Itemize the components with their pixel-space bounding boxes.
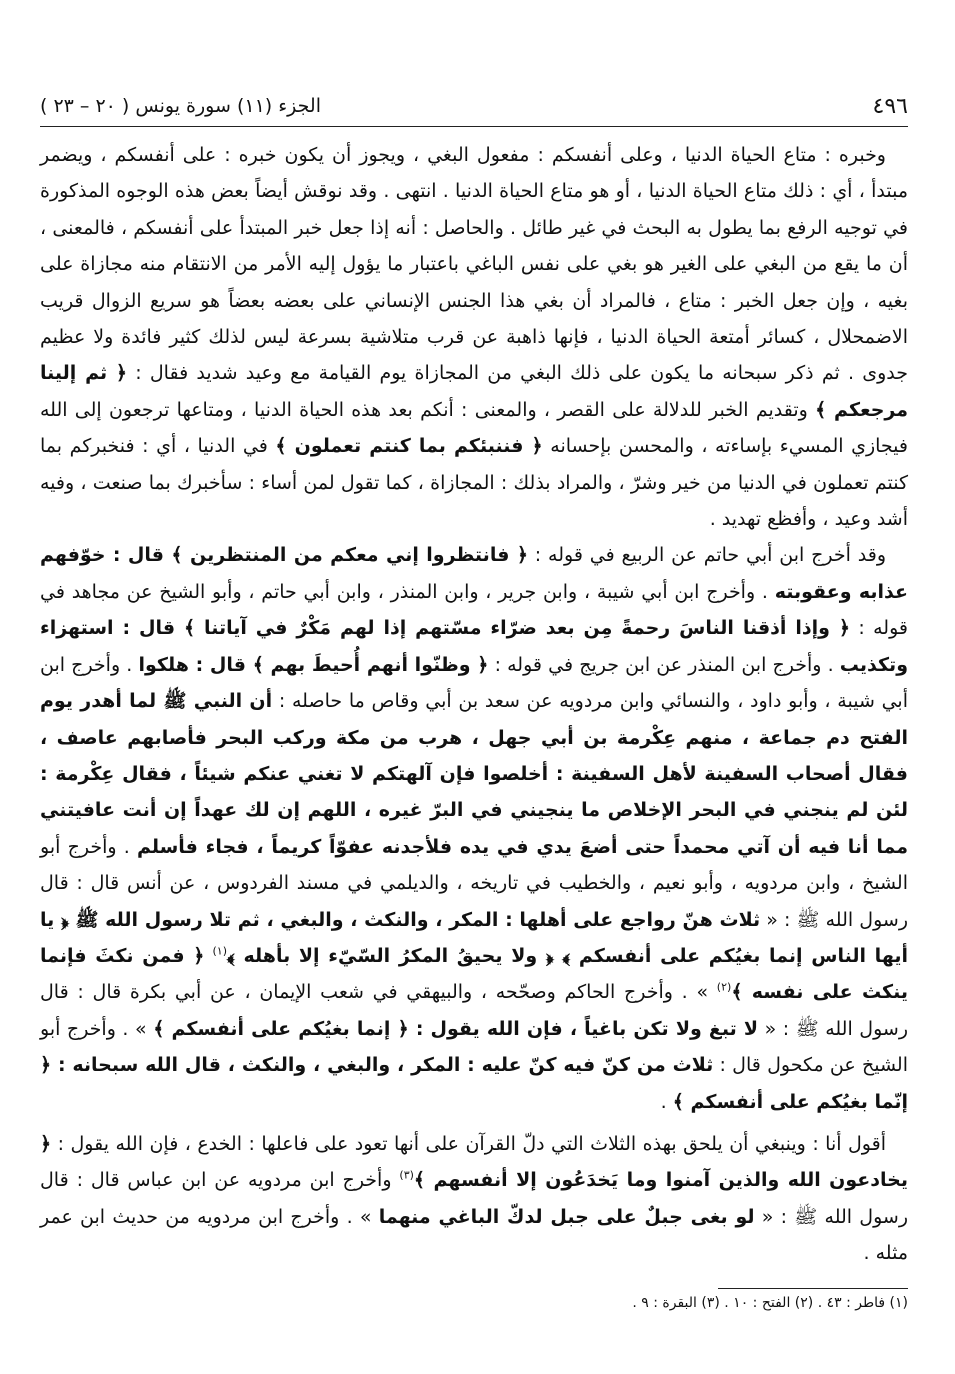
text-run: . وأخرج ابن أبي شيبة ، وأبو داود ، والنسائي وابن مردويه عن سعد بن أبي وقاص ما حاصله :	[40, 653, 908, 713]
main-text	[40, 137, 908, 1272]
footnotes: (١) فاطر : ٤٣ . (٢) الفتح : ١٠ . (٣) البقرة : ٩ .	[632, 1294, 908, 1311]
bold-quote: لو بغى جبلٌ على جبل لدكّ الباغي منهما	[378, 1205, 755, 1228]
paragraph	[40, 537, 908, 1120]
text-run: . وأخرج ابن المنذر عن ابن جريج في قوله :	[488, 653, 840, 676]
bold-quote: ﴿ فننبئكم بما كنتم تعملون ﴾	[275, 435, 543, 458]
running-title: الجزء (١١) سورة يونس ( ٢٠ – ٢٣ )	[40, 95, 321, 117]
text-run: » . وأخرج أبو الشيخ عن مكحول قال :	[40, 1017, 908, 1077]
bold-quote: ﴿ يخادعون الله والذين آمنوا وما يَخدَعُون إلا أنفسهم ﴾	[40, 1132, 908, 1192]
bold-quote: ﴿ فمن نكثَ فإنما ينكث على نفسه ﴾	[40, 944, 908, 1004]
book-page	[40, 88, 908, 1311]
footnote-ref: (٢)	[716, 981, 732, 995]
header-rule	[40, 126, 908, 127]
text-run: أقول أنا : وينبغي أن يلحق بهذه الثلاث التي دلّ القرآن على أنها تعود على فاعلها : الخدع ، فإن الله يقول :	[51, 1132, 886, 1155]
footnote-ref: (١)	[212, 944, 227, 958]
text-run: . وأخرج أبو الشيخ ، وابن مردويه ، وأبو نعيم ، والخطيب في تاريخه ، والديلمي في مسند الفردوس ، عن أنس قال : قال رسول الله ﷺ : «	[40, 835, 908, 931]
text-run: وخبره : متاع الحياة الدنيا ، وعلى أنفسكم : مفعول البغي ، ويجوز أن يكون خبره : على أنفسكم ، ويضمر مبتدأ ، أي : ذلك متاع الحياة الدنيا ، أو هو متاع الحياة الدنيا . انتهى . وقد نوقش أيضاً بعض هذه الوجوه المذكورة في توجيه الرفع بما يطول به البحث في غير طائل . والحاصل : أنه إذا جعل خبر المبتدأ على أنفسكم ، فالمعنى ، أن ما يقع من البغي على الغير هو بغي على نفس الباغي باعتبار ما يؤول إليه الأمر من الانتقام منه مجازاة على بغيه ، وإن جعل الخبر : متاع ، فالمراد أن بغي هذا الجنس الإنساني على بعضه بعضاً هو سريع الزوال قريب الاضمحلال ، كسائر أمتعة الحياة الدنيا ، فإنها ذاهبة عن قرب متلاشية بسرعة ليس لذلك كثير فائدة ولا عظيم جدوى . ثم ذكر سبحانه ما يكون على ذلك البغي من المجازاة يوم القيامة مع وعيد شديد فقال :	[40, 144, 908, 385]
text-run: » . وأخرج الحاكم وصحّحه ، والبيهقي في شعب الإيمان ، عن أبي بكرة قال : قال رسول الله ﷺ : «	[40, 981, 909, 1040]
bold-quote: لا تبغ ولا تكن باغياً ، فإن الله يقول : ﴿ إنما بغيُكم على أنفسكم ﴾	[153, 1017, 759, 1040]
footnote-ref: (٣)	[399, 1169, 414, 1183]
page-number: ٤٩٦	[872, 93, 908, 119]
paragraph	[40, 137, 908, 537]
text-run: » . وأخرج ابن مردويه من حديث ابن عمر مثله .	[40, 1205, 908, 1265]
text-run: وتقديم الخبر للدلالة على القصر ، والمعنى : أنكم بعد هذه الحياة الدنيا ، ومتاعها ترجعون إلى الله فيجازي المسيء بإساءته ، والمحسن بإحسانه	[40, 398, 909, 458]
page-header	[40, 88, 908, 124]
paragraph	[40, 1126, 908, 1272]
bold-quote: أن النبي ﷺ لما أهدر يوم الفتح دم جماعة ، منهم عِكْرمة بن أبي جهل ، هرب من مكة وركب البحر فأصابهم عاصف ، فقال أصحاب السفينة لأهل السفينة : أخلصوا فإن آلهتكم لا تغني عنكم شيئاً ، فقال عِكْرمة : لئن لم ينجني في البحر الإخلاص ما ينجيني في البرّ غيره ، اللهم إن لك عهداً إن أنت عافيتني مما أنا فيه أن آتي محمداً حتى أضعَ يدي في يده فلأجدنه عفوّاً كريماً ، فجاء فأسلم	[40, 690, 908, 858]
bold-quote: ﴿ فانتظروا إني معكم من المنتظرين ﴾ قال : خوّفهم عذابه وعقوبته	[40, 544, 908, 603]
text-run: في الدنيا ، أي : فنخبركم بما كنتم تعملون في الدنيا من خير وشرّ ، والمراد بذلك : المجازاة ، كما تقول لمن أساء : سأخبرك بما صنعت ، وفيه أشد وعيد ، وأفظع تهديد .	[40, 435, 908, 531]
bold-quote: ﴿ وظنّوا أنهم أُحيطَ بهم ﴾ قال : هلكوا	[138, 653, 489, 676]
text-run: وقد أخرج ابن أبي حاتم عن الربيع في قوله :	[527, 544, 886, 567]
text-run: وأخرج ابن مردويه عن ابن عباس قال : قال رسول الله ﷺ : «	[40, 1169, 909, 1228]
bold-quote: ﴿ ثم إلينا مرجعكم ﴾	[40, 362, 908, 421]
bold-quote: ثلاث هنّ رواجع على أهلها : المكر ، والنكث ، والبغي ، ثم تلا رسول الله ﷺ ﴿ يا أيها الناس إنما بغيُكم على أنفسكم ﴾ ﴿ ولا يحيقُ المكرُ السّيّء إلا بأهله ﴾	[40, 908, 909, 967]
bold-quote: ﴿ وإذا أذقنا الناسَ رحمةً مِن بعد ضرّاء مسّتهم إذا لهم مَكْرٌ في آياتنا ﴾ قال : استهزاء وتكذيب	[40, 617, 908, 676]
text-run: .	[660, 1090, 673, 1113]
footnote-rule	[718, 1288, 908, 1289]
bold-quote: ثلاث من كنّ فيه كنّ عليه : المكر ، والبغي ، والنكث ، قال الله سبحانه : ﴿ إنّما بغيُكم على أنفسكم ﴾	[40, 1054, 908, 1113]
text-run: . وأخرج ابن أبي شيبة ، وابن جرير ، وابن المنذر ، وابن أبي حاتم ، وأبو الشيخ عن مجاهد في قوله :	[40, 580, 908, 640]
